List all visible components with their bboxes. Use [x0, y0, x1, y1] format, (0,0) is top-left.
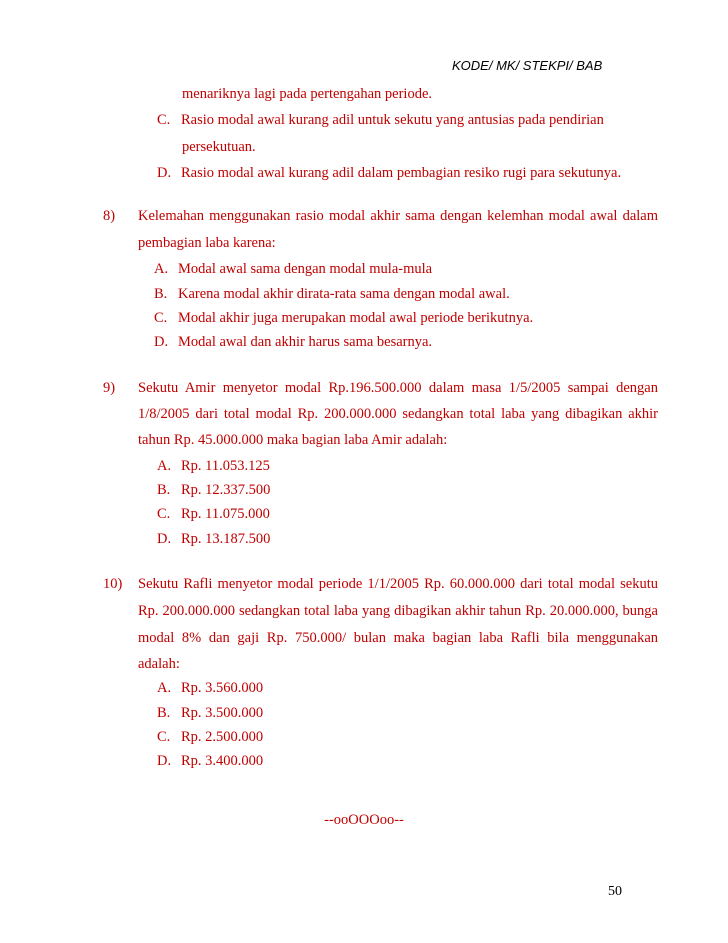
option-letter: D. [154, 334, 169, 350]
option-text: Rp. 3.400.000 [181, 753, 264, 769]
question-8-line-1: Kelemahan menggunakan rasio modal akhir sama dengan kelemhan modal awal dalam [138, 208, 658, 224]
option-letter: C. [157, 729, 171, 745]
option-text: Rp. 3.560.000 [181, 680, 264, 696]
question-10-line-2: Rp. 200.000.000 sedangkan total laba yang dibagikan akhir tahun Rp. 20.000.000, bunga [138, 603, 658, 619]
question-8-line-2: pembagian laba karena: [138, 235, 276, 251]
question-10-option-d [157, 753, 263, 770]
option-letter: C. [157, 112, 171, 128]
question-9-line-1: Sekutu Amir menyetor modal Rp.196.500.000 dalam masa 1/5/2005 sampai dengan [138, 380, 658, 396]
option-text: Rp. 2.500.000 [181, 729, 264, 745]
page-number: 50 [608, 884, 622, 899]
option-text: Rp. 12.337.500 [181, 482, 271, 498]
question-10-line-3: modal 8% dan gaji Rp. 750.000/ bulan maka bagian laba Rafli bila menggunakan [138, 630, 658, 646]
option-letter: D. [157, 753, 172, 769]
option-letter: A. [157, 458, 172, 474]
option-text: Rp. 11.075.000 [181, 506, 270, 522]
option-letter: B. [157, 482, 171, 498]
prev-option-c [157, 112, 604, 129]
question-10-option-b [157, 705, 263, 722]
option-letter: D. [157, 531, 172, 547]
prev-option-d [157, 165, 621, 182]
question-number-10: 10) [103, 576, 123, 592]
option-letter: C. [157, 506, 171, 522]
question-number-9: 9) [103, 380, 116, 396]
option-text: Modal awal dan akhir harus sama besarnya. [178, 334, 433, 350]
section-divider: --ooOOOoo-- [324, 812, 404, 828]
question-8-option-b [154, 286, 510, 303]
option-letter: C. [154, 310, 168, 326]
option-letter: A. [157, 680, 172, 696]
option-letter: A. [154, 261, 169, 277]
question-9-option-c [157, 506, 270, 523]
question-9-line-3: tahun Rp. 45.000.000 maka bagian laba Amir adalah: [138, 432, 448, 448]
option-text: Karena modal akhir dirata-rata sama dengan modal awal. [178, 286, 510, 302]
question-9-option-d [157, 531, 270, 548]
option-text: Rp. 11.053.125 [181, 458, 270, 474]
option-text: Modal akhir juga merupakan modal awal periode berikutnya. [178, 310, 534, 326]
option-text: Rasio modal awal kurang adil dalam pembagian resiko rugi para sekutunya. [181, 165, 622, 181]
prev-option-c-continued: persekutuan. [182, 139, 256, 155]
question-8-option-d [154, 334, 432, 351]
question-10-line-1: Sekutu Rafli menyetor modal periode 1/1/2005 Rp. 60.000.000 dari total modal sekutu [138, 576, 658, 592]
option-letter: B. [157, 705, 171, 721]
question-number-8: 8) [103, 208, 116, 224]
option-text: Modal awal sama dengan modal mula-mula [178, 261, 433, 277]
question-8-option-c [154, 310, 533, 327]
question-9-option-a [157, 458, 270, 475]
option-letter: D. [157, 165, 172, 181]
question-10-option-c [157, 729, 263, 746]
question-9-line-2: 1/8/2005 dari total modal Rp. 200.000.000 sedangkan total laba yang dibagikan akhir [138, 406, 658, 422]
option-text: Rp. 13.187.500 [181, 531, 271, 547]
option-text: Rp. 3.500.000 [181, 705, 264, 721]
question-10-option-a [157, 680, 263, 697]
page-header: KODE/ MK/ STEKPI/ BAB [452, 58, 603, 73]
option-text: Rasio modal awal kurang adil untuk sekutu yang antusias pada pendirian [181, 112, 604, 128]
prev-question-line: menariknya lagi pada pertengahan periode. [182, 86, 433, 102]
question-10-line-4: adalah: [138, 656, 180, 672]
question-8-option-a [154, 261, 432, 278]
question-9-option-b [157, 482, 270, 499]
option-letter: B. [154, 286, 168, 302]
